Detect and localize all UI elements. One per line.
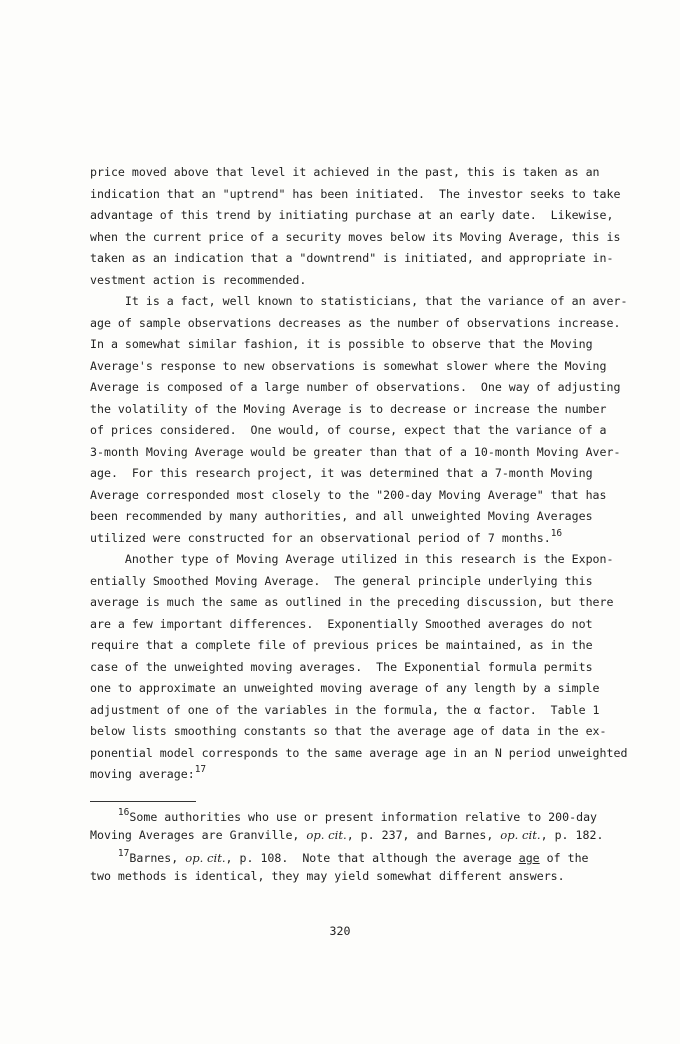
body-line: age of sample observations decreases as the number of observations increase. <box>90 315 621 330</box>
body-line: taken as an indication that a "downtrend" is initiated, and appropriate in- <box>90 251 614 265</box>
footnote-17-number: 17 <box>117 848 130 859</box>
body-line: advantage of this trend by initiating purchase at an early date. Likewise, <box>90 208 614 222</box>
body-line: of prices considered. One would, of course, expect that the variance of a <box>90 423 607 437</box>
body-line: Average's response to new observations is somewhat slower where the Moving <box>90 358 607 373</box>
body-line: average is much the same as outlined in the preceding discussion, but there <box>90 595 614 609</box>
footnote-17-line-2: two methods is identical, they may yield somewhat different answers. <box>90 869 565 883</box>
body-line: adjustment of one of the variables in the formula, the α factor. Table 1 <box>90 702 600 717</box>
body-line: require that a complete file of previous prices be maintained, as in the <box>90 638 593 652</box>
body-line: age. For this research project, it was determined that a 7-month Moving <box>90 466 593 480</box>
footnote-ref-17: 17 <box>194 764 207 775</box>
body-line: 3-month Moving Average would be greater than that of a 10-month Moving Aver- <box>90 444 621 459</box>
body-line: price moved above that level it achieved in the past, this is taken as an <box>90 165 600 179</box>
body-line: utilized were constructed for an observational period of 7 months.$^{16}$ <box>90 527 563 545</box>
body-line: In a somewhat similar fashion, it is possible to observe that the Moving <box>90 337 593 351</box>
body-line: It is a fact, well known to statisticians, that the variance of an aver- <box>90 294 628 308</box>
body-line: below lists smoothing constants so that the average age of data in the ex- <box>90 724 607 738</box>
body-line: ponential model corresponds to the same average age in an N period unweighted <box>90 745 628 760</box>
footnote-ref-16: 16 <box>550 527 563 539</box>
footnote-rule <box>90 801 196 802</box>
body-line: Another type of Moving Average utilized in this research is the Expon- <box>90 552 614 566</box>
body-line: Average is composed of a large number of observations. One way of adjusting <box>90 380 621 394</box>
citation-op-cit: op. cit. <box>306 828 347 842</box>
page-number: 320 <box>329 924 351 938</box>
body-line: the volatility of the Moving Average is to decrease or increase the number <box>90 401 607 416</box>
body-line: moving average:$^{17}$ <box>90 764 207 781</box>
body-line: one to approximate an unweighted moving average of any length by a simple <box>90 681 600 695</box>
body-line: Average corresponded most closely to the "200-day Moving Average" that has <box>90 487 607 502</box>
body-line: are a few important differences. Exponentially Smoothed averages do not <box>90 616 593 631</box>
citation-op-cit: op. cit. <box>185 851 226 865</box>
body-line: vestment action is recommended. <box>90 272 307 287</box>
footnote-16-line-1: $^{16}$Some authorities who use or present information relative to 200-day <box>117 807 598 824</box>
body-line: entially Smoothed Moving Average. The general principle underlying this <box>90 573 593 588</box>
body-line: indication that an "uptrend" has been initiated. The investor seeks to take <box>90 186 621 201</box>
body-line: been recommended by many authorities, and all unweighted Moving Averages <box>90 509 593 523</box>
body-line: case of the unweighted moving averages. The Exponential formula permits <box>90 659 593 674</box>
footnote-17-line-1: $^{17}$Barnes, op. cit., p. 108. Note that although the average age of the <box>117 848 589 865</box>
citation-op-cit: op. cit. <box>500 828 541 842</box>
footnote-16-line-2: Moving Averages are Granville, op. cit., p. 237, and Barnes, op. cit., p. 182. <box>90 828 604 842</box>
footnote-16-number: 16 <box>117 807 130 818</box>
body-line: when the current price of a security moves below its Moving Average, this is <box>90 229 621 244</box>
underlined-word: age <box>518 851 540 865</box>
